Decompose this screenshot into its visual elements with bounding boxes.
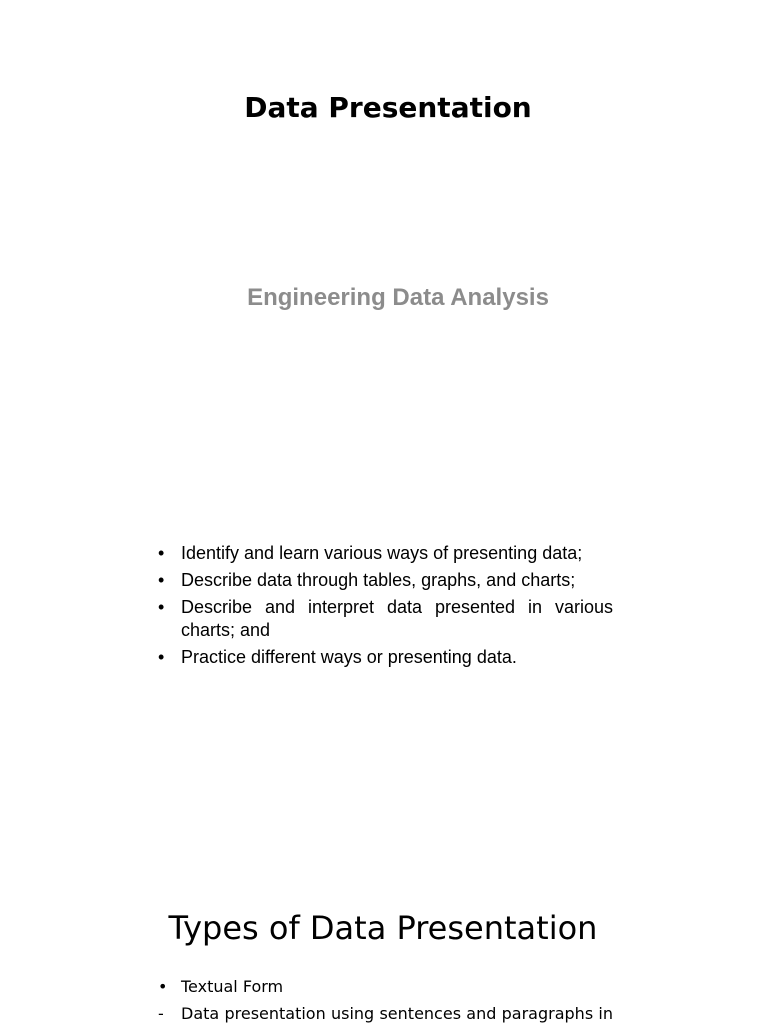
list-item [158,1002,613,1026]
bullet-icon: • [158,597,165,617]
bullet-icon: • [158,570,165,590]
page-title: Data Presentation [244,91,532,124]
dash-icon: - [158,1004,164,1023]
objectives-list [158,542,613,673]
list-item [158,569,613,592]
list-item-text: Data presentation using sentences and paragraphs in [181,1004,613,1023]
subtitle: Engineering Data Analysis [247,284,549,311]
list-item [158,975,613,999]
bullet-icon: • [158,977,168,996]
list-item [158,542,613,565]
section-title: Types of Data Presentation [168,909,598,947]
bullet-icon: • [158,543,165,563]
bullet-icon: • [158,647,165,667]
list-item-text: Describe data through tables, graphs, and charts; [181,570,576,590]
list-item-text: Textual Form [181,977,284,996]
list-item [158,596,613,642]
list-item-text: Practice different ways or presenting data. [181,647,517,667]
list-item [158,646,613,669]
list-item-text: Describe and interpret data presented in various charts; and [181,597,613,640]
types-list [158,975,613,1029]
list-item-text: Identify and learn various ways of presenting data; [181,543,583,563]
